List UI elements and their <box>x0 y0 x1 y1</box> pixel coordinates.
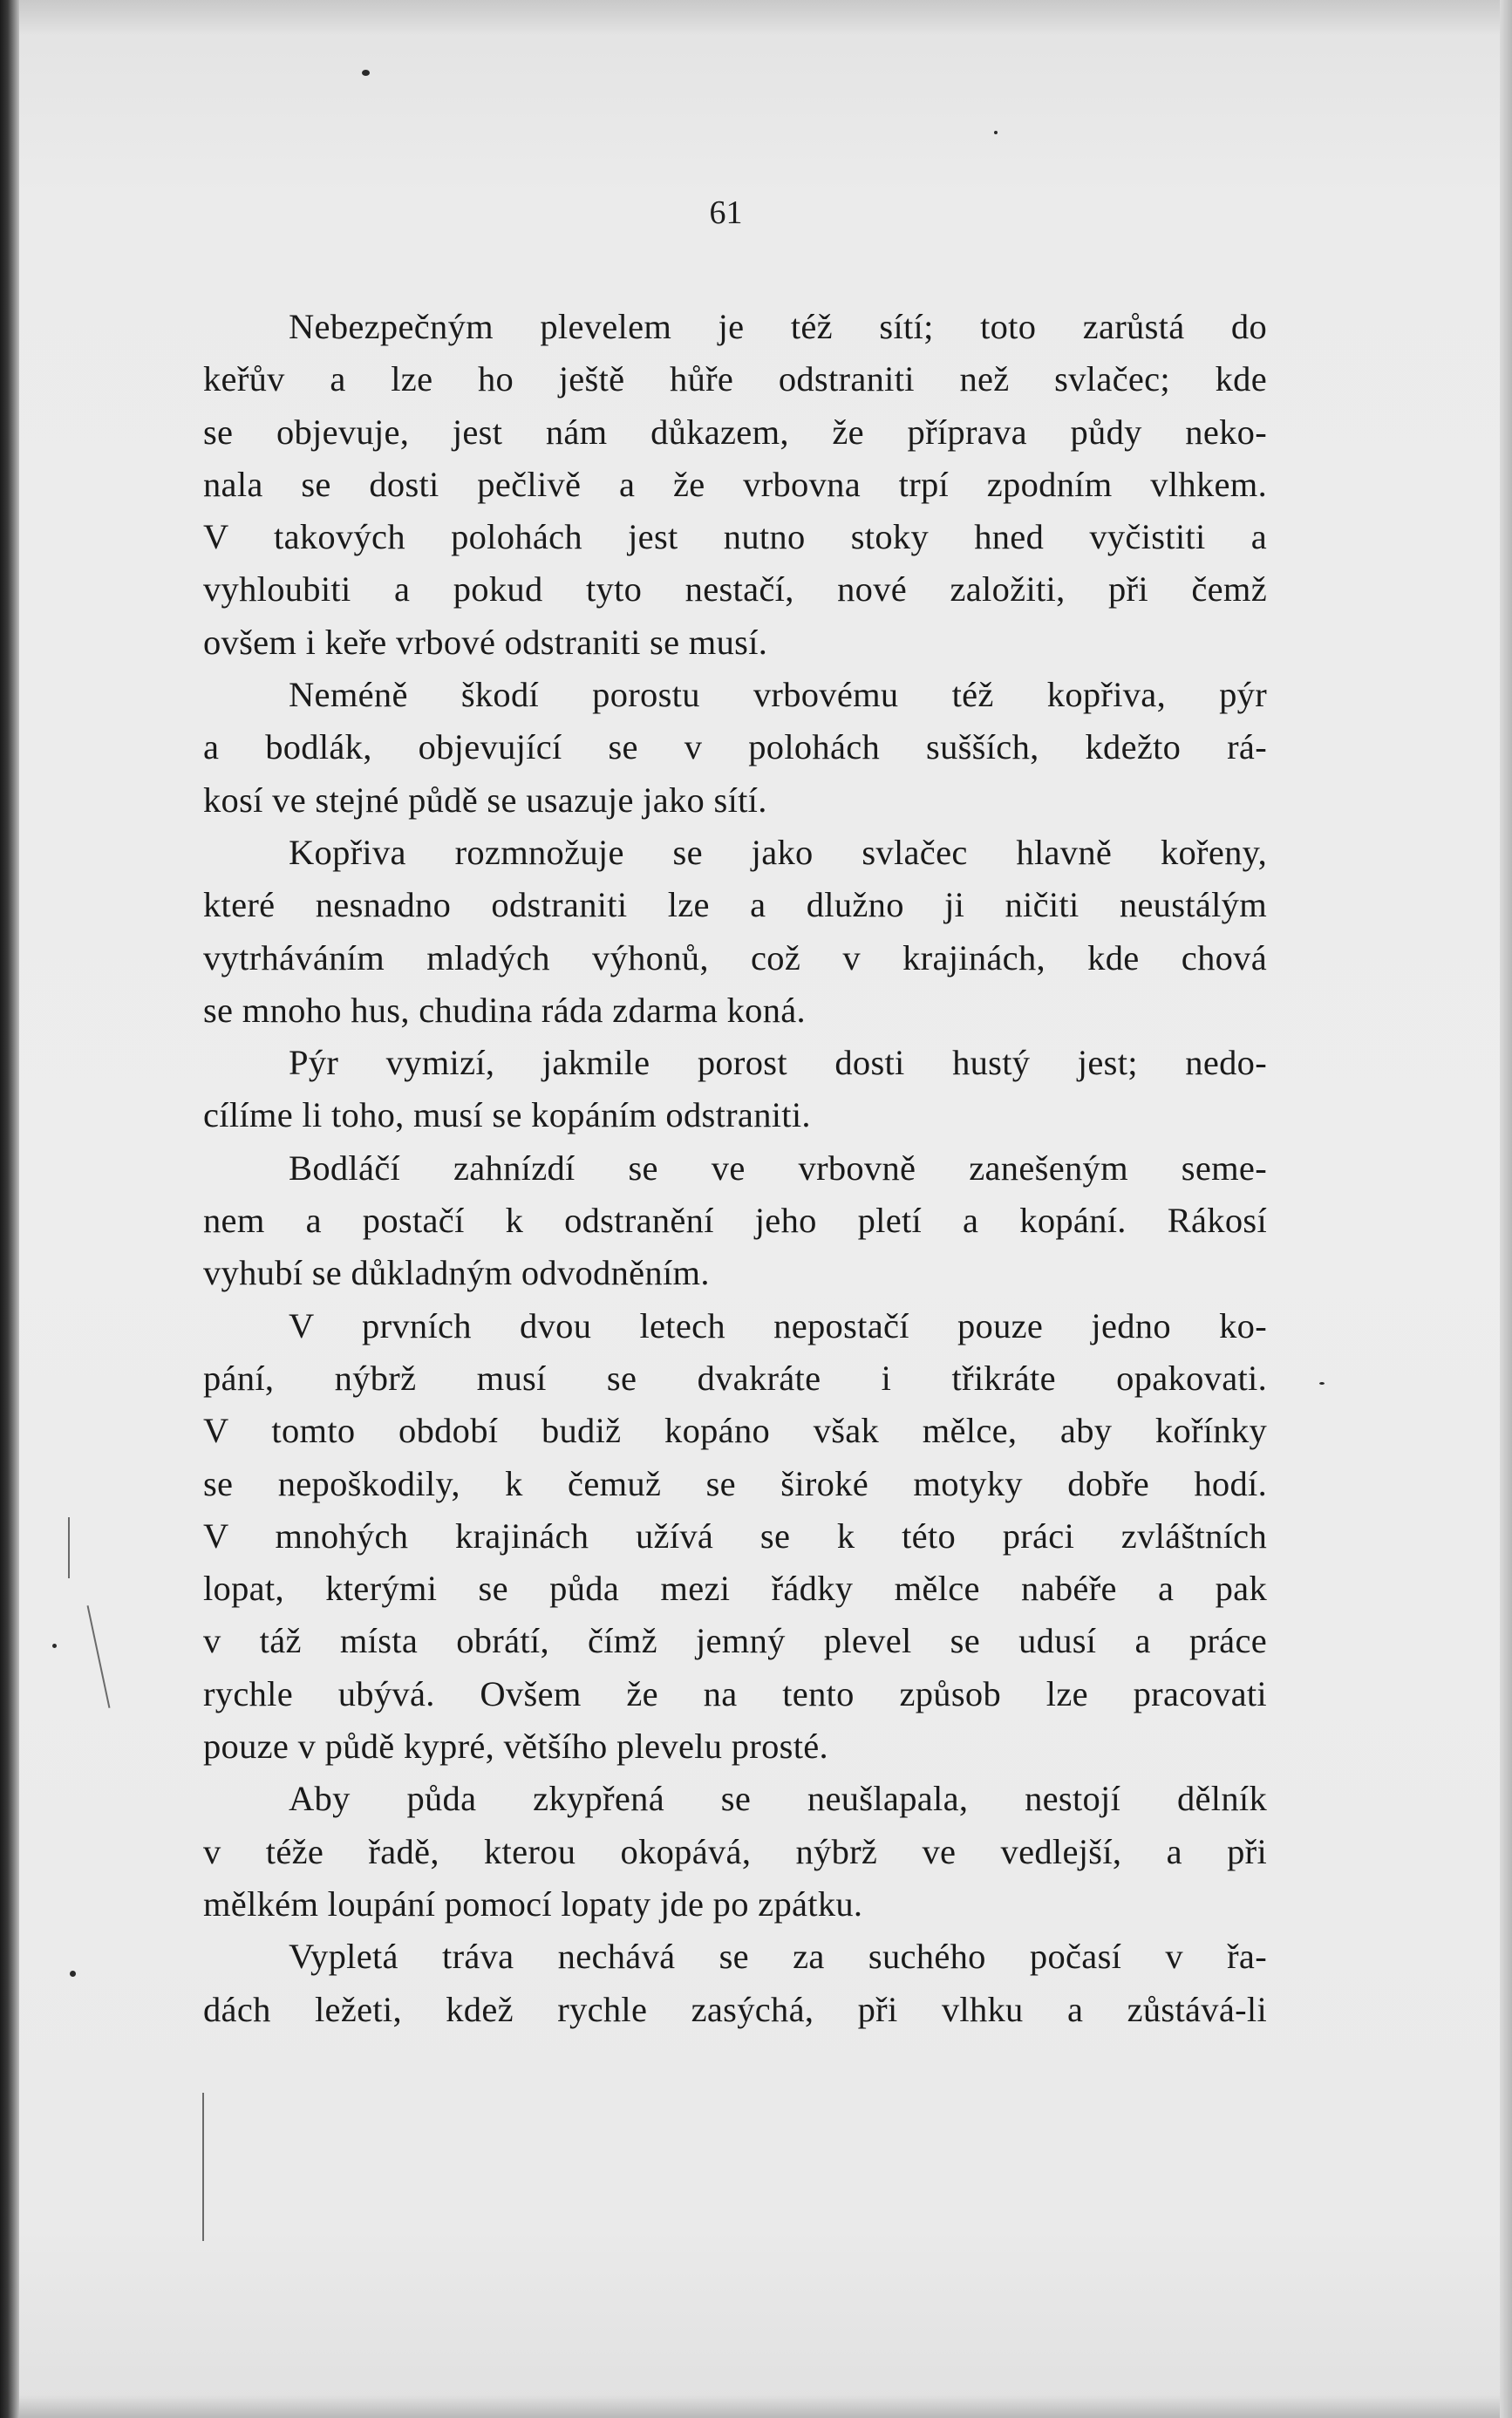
text-line: V tomto období budiž kopáno však mělce, aby kořínky <box>203 1411 1267 1451</box>
page-bottom-shadow <box>0 2395 1512 2418</box>
text-line: Bodláčí zahnízdí se ve vrbovně zanešeným seme- <box>289 1148 1267 1188</box>
paragraph <box>203 669 1267 827</box>
text-line: Vypletá tráva nechává se za suchého počasí v řa- <box>289 1937 1267 1977</box>
text-line: V mnohých krajinách užívá se k této práci zvláštních <box>203 1516 1267 1556</box>
text-line: keřův a lze ho ještě hůře odstraniti než svlačec; kde <box>203 359 1267 399</box>
text-line: se mnoho hus, chudina ráda zdarma koná. <box>203 990 806 1030</box>
text-line: vyhloubiti a pokud tyto nestačí, nové založiti, při čemž <box>203 569 1267 610</box>
margin-scratch-mark <box>202 2093 204 2241</box>
text-line: V prvních dvou letech nepostačí pouze jedno ko- <box>289 1305 1267 1345</box>
page-number: 61 <box>709 194 743 231</box>
text-line: nem a postačí k odstranění jeho pletí a kopání. Rákosí <box>203 1201 1267 1241</box>
scan-speck <box>1319 1382 1325 1385</box>
text-line: Neméně škodí porostu vrbovému též kopřiva, pýr <box>289 675 1267 715</box>
scan-speck <box>994 131 998 134</box>
paragraph <box>203 1300 1267 1774</box>
paragraph <box>203 1773 1267 1931</box>
text-line: Pýr vymizí, jakmile porost dosti hustý jest; nedo- <box>289 1043 1267 1083</box>
paragraph <box>203 1142 1267 1300</box>
text-line: ovšem i keře vrbové odstraniti se musí. <box>203 622 768 662</box>
text-line: a bodlák, objevující se v polohách sušších, kdežto rá- <box>203 727 1267 767</box>
text-line: pouze v půdě kypré, většího plevelu prosté. <box>203 1727 828 1767</box>
text-line: rychle ubývá. Ovšem že na tento způsob lze pracovati <box>203 1673 1267 1713</box>
text-line: v táž místa obrátí, čímž jemný plevel se udusí a práce <box>203 1621 1267 1661</box>
text-line: V takových polohách jest nutno stoky hned vyčistiti a <box>203 517 1267 557</box>
paragraph <box>203 1931 1267 2036</box>
text-line: cílíme li toho, musí se kopáním odstraniti. <box>203 1095 811 1135</box>
text-line: Kopřiva rozmnožuje se jako svlačec hlavně kořeny, <box>289 832 1267 872</box>
book-spine-edge <box>0 0 19 2418</box>
text-line: dách ležeti, kdež rychle zasýchá, při vlhku a zůstává-li <box>203 1989 1267 2029</box>
paragraph <box>203 301 1267 669</box>
text-line: Aby půda zkypřená se neušlapala, nestojí dělník <box>289 1779 1267 1819</box>
paragraph <box>203 1037 1267 1142</box>
text-line: kosí ve stejné půdě se usazuje jako sítí. <box>203 780 767 820</box>
text-line: lopat, kterými se půda mezi řádky mělce nabéře a pak <box>203 1569 1267 1609</box>
page-top-shadow <box>0 0 1512 35</box>
text-line: mělkém loupání pomocí lopaty jde po zpátku. <box>203 1883 863 1924</box>
text-line: vytrháváním mladých výhonů, což v krajinách, kde chová <box>203 937 1267 977</box>
paragraph <box>203 827 1267 1037</box>
text-line: Nebezpečným plevelem je též sítí; toto zarůstá do <box>289 307 1267 346</box>
margin-scratch-mark <box>87 1605 111 1708</box>
text-line: pání, nýbrž musí se dvakráte i třikráte opakovati. <box>203 1358 1267 1398</box>
margin-scratch-mark <box>68 1517 70 1578</box>
body-text <box>203 301 1267 2036</box>
text-line: které nesnadno odstraniti lze a dlužno ji ničiti neustálým <box>203 885 1267 925</box>
text-line: v téže řadě, kterou okopává, nýbrž ve vedlejší, a při <box>203 1831 1267 1871</box>
text-line: se nepoškodily, k čemuž se široké motyky dobře hodí. <box>203 1463 1267 1503</box>
scan-speck <box>52 1644 57 1648</box>
scan-speck <box>70 1971 76 1977</box>
text-line: se objevuje, jest nám důkazem, že příprava půdy neko- <box>203 412 1267 452</box>
text-line: vyhubí se důkladným odvodněním. <box>203 1253 710 1293</box>
page-right-shadow <box>1500 0 1512 2418</box>
text-line: nala se dosti pečlivě a že vrbovna trpí zpodním vlhkem. <box>203 464 1267 504</box>
scan-speck <box>362 70 370 76</box>
